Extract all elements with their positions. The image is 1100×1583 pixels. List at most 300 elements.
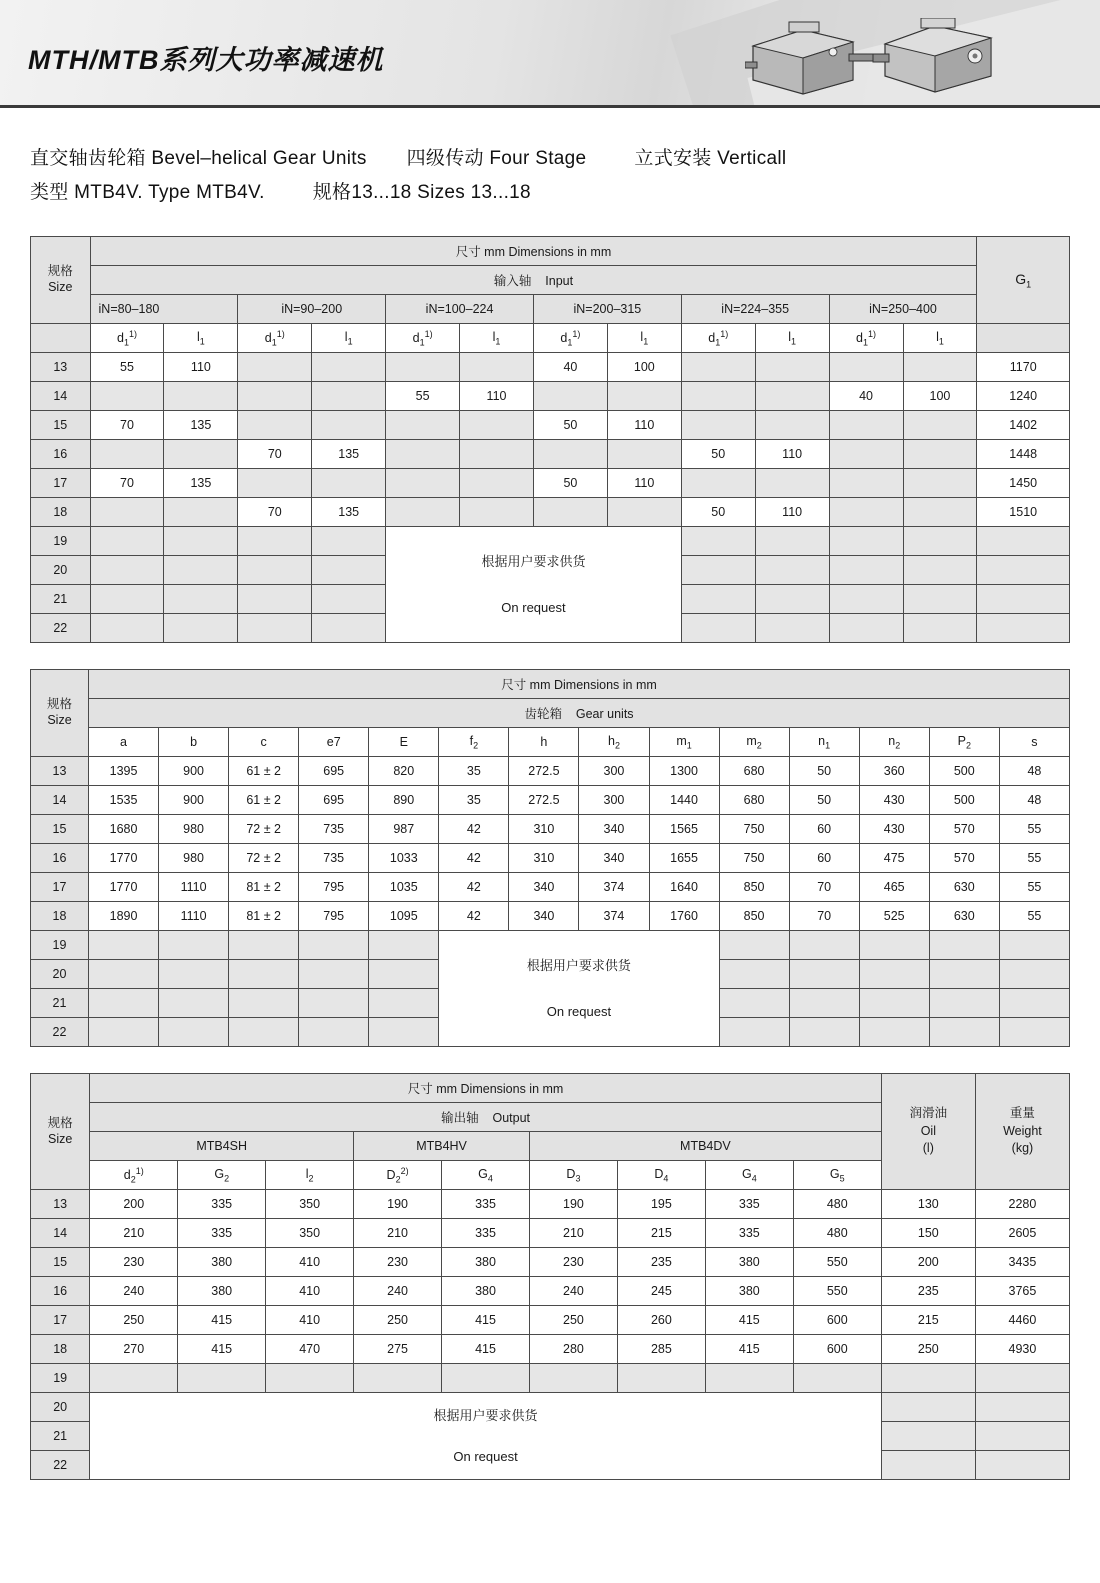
- col-h2: $h_2$: [579, 728, 649, 757]
- cell-oil: 215: [881, 1306, 975, 1335]
- cell: [299, 931, 369, 960]
- subtitle-line-2: [30, 176, 1100, 210]
- table-output-wrap: [30, 1073, 1070, 1480]
- cell-oil: 200: [881, 1248, 975, 1277]
- cell: 415: [442, 1306, 530, 1335]
- cell: [975, 1422, 1069, 1451]
- cell: [681, 469, 755, 498]
- cell: [164, 614, 238, 643]
- cell: 240: [90, 1277, 178, 1306]
- size-header: 规格 Size: [31, 1074, 90, 1190]
- col-d2: $d_2^{1)}$: [90, 1161, 178, 1190]
- row-size: 20: [31, 1393, 90, 1422]
- cell: [607, 440, 681, 469]
- table-row: [31, 353, 1070, 382]
- cell: 480: [793, 1190, 881, 1219]
- cell: 110: [164, 353, 238, 382]
- cell: 1655: [649, 844, 719, 873]
- cell: 230: [529, 1248, 617, 1277]
- cell: 280: [529, 1335, 617, 1364]
- table-gearunits-wrap: [30, 669, 1070, 1047]
- cell: 70: [238, 440, 312, 469]
- cell: 310: [509, 815, 579, 844]
- row-size: 16: [31, 844, 89, 873]
- on-request-note: 根据用户要求供货 On request: [90, 1393, 882, 1480]
- cell: [755, 585, 829, 614]
- dimensions-header: 尺寸 mm Dimensions in mm: [90, 1074, 882, 1103]
- cell: 1535: [89, 786, 159, 815]
- cell: 250: [529, 1306, 617, 1335]
- cell: [999, 989, 1069, 1018]
- cell: 50: [681, 498, 755, 527]
- cell: [681, 527, 755, 556]
- cell: 900: [159, 757, 229, 786]
- cell: 1770: [89, 873, 159, 902]
- cell: 695: [299, 786, 369, 815]
- cell: [354, 1364, 442, 1393]
- cell: [705, 1364, 793, 1393]
- cell: [159, 931, 229, 960]
- cell: 300: [579, 757, 649, 786]
- on-request-note: 根据用户要求供货 On request: [439, 931, 719, 1047]
- table-row: [31, 873, 1070, 902]
- cell: 100: [607, 353, 681, 382]
- cell: 410: [266, 1277, 354, 1306]
- cell: [90, 527, 164, 556]
- input-group-header: 输入轴 Input: [90, 266, 977, 295]
- col-l1-2: $l_1$: [460, 324, 534, 353]
- cell: [164, 440, 238, 469]
- cell: 1033: [369, 844, 439, 873]
- cell: 1770: [89, 844, 159, 873]
- variant-mtb4dv: MTB4DV: [529, 1132, 881, 1161]
- cell: 55: [999, 873, 1069, 902]
- cell: [719, 931, 789, 960]
- cell: [386, 440, 460, 469]
- table-row: [31, 786, 1070, 815]
- output-group-header: 输出轴 Output: [90, 1103, 882, 1132]
- cell: [90, 585, 164, 614]
- cell: [859, 931, 929, 960]
- subtitle-type: 类型 MTB4V. Type MTB4V.: [30, 182, 265, 203]
- cell: 275: [354, 1335, 442, 1364]
- row-size: 22: [31, 1451, 90, 1480]
- cell: [829, 585, 903, 614]
- col-P2: $P_2$: [929, 728, 999, 757]
- cell: 48: [999, 757, 1069, 786]
- gearbox-illustration: [745, 18, 1005, 102]
- table-row: [31, 1277, 1070, 1306]
- row-size: 18: [31, 1335, 90, 1364]
- cell: [829, 498, 903, 527]
- ratio-header-0: iN=80–180: [90, 295, 238, 324]
- cell: [755, 556, 829, 585]
- row-size: 14: [31, 382, 91, 411]
- cell: 1095: [369, 902, 439, 931]
- cell: 380: [178, 1277, 266, 1306]
- table-gear-units: [30, 669, 1070, 1047]
- cell: 1565: [649, 815, 719, 844]
- cell: 980: [159, 844, 229, 873]
- cell: [229, 989, 299, 1018]
- cell: [789, 1018, 859, 1047]
- cell: [90, 382, 164, 411]
- cell-weight: 3435: [975, 1248, 1069, 1277]
- cell: [793, 1364, 881, 1393]
- subtitle-sizes: 规格13...18 Sizes 13...18: [312, 182, 531, 203]
- cell: 850: [719, 902, 789, 931]
- subtitle-stage: 四级传动 Four Stage: [406, 148, 587, 169]
- cell: [829, 614, 903, 643]
- cell-oil: 235: [881, 1277, 975, 1306]
- cell: [829, 469, 903, 498]
- ratio-header-4: iN=224–355: [681, 295, 829, 324]
- col-m2: $m_2$: [719, 728, 789, 757]
- table-row: [31, 699, 1070, 728]
- cell: [229, 1018, 299, 1047]
- cell: 230: [90, 1248, 178, 1277]
- cell: 230: [354, 1248, 442, 1277]
- col-G2: $G_2$: [178, 1161, 266, 1190]
- col-s: s: [999, 728, 1069, 757]
- table-row: [31, 1074, 1070, 1103]
- cell: 335: [178, 1190, 266, 1219]
- cell: [929, 989, 999, 1018]
- row-size: 21: [31, 585, 91, 614]
- cell: 500: [929, 757, 999, 786]
- table-row: [31, 1190, 1070, 1219]
- cell: [755, 469, 829, 498]
- cell: [164, 527, 238, 556]
- cell: 987: [369, 815, 439, 844]
- cell: [164, 382, 238, 411]
- row-size: 18: [31, 498, 91, 527]
- cell-weight: 2280: [975, 1190, 1069, 1219]
- col-d1-3: $d_1^{1)}$: [533, 324, 607, 353]
- oil-header: 润滑油 Oil (l): [881, 1074, 975, 1190]
- cell: [977, 585, 1070, 614]
- cell: 42: [439, 844, 509, 873]
- row-size: 13: [31, 757, 89, 786]
- row-size: 15: [31, 411, 91, 440]
- cell: 310: [509, 844, 579, 873]
- cell: 900: [159, 786, 229, 815]
- cell: 50: [789, 786, 859, 815]
- col-n1: $n_1$: [789, 728, 859, 757]
- cell: 100: [903, 382, 977, 411]
- col-G4-dv: $G_4$: [705, 1161, 793, 1190]
- cell: [903, 353, 977, 382]
- cell: 200: [90, 1190, 178, 1219]
- cell-weight: 4930: [975, 1335, 1069, 1364]
- cell: 795: [299, 873, 369, 902]
- cell: 340: [579, 815, 649, 844]
- cell: 110: [607, 411, 681, 440]
- cell: 980: [159, 815, 229, 844]
- cell: [975, 1451, 1069, 1480]
- cell: [369, 989, 439, 1018]
- cell: 350: [266, 1190, 354, 1219]
- size-header: 规格 Size: [31, 670, 89, 757]
- cell: [238, 527, 312, 556]
- cell: [460, 353, 534, 382]
- cell: 50: [789, 757, 859, 786]
- row-size: 19: [31, 527, 91, 556]
- cell: 35: [439, 757, 509, 786]
- cell-g1: 1510: [977, 498, 1070, 527]
- cell: [975, 1393, 1069, 1422]
- col-G4-hv: $G_4$: [442, 1161, 530, 1190]
- cell: 380: [442, 1248, 530, 1277]
- cell: [881, 1364, 975, 1393]
- cell: [312, 527, 386, 556]
- table-row: [31, 411, 1070, 440]
- col-l1-3: $l_1$: [607, 324, 681, 353]
- cell: 380: [705, 1277, 793, 1306]
- col-d1-1: $d_1^{1)}$: [238, 324, 312, 353]
- cell: 72 ± 2: [229, 844, 299, 873]
- cell: [859, 960, 929, 989]
- row-size: 17: [31, 469, 91, 498]
- g1-subheader: [977, 324, 1070, 353]
- cell: 50: [533, 469, 607, 498]
- cell: 550: [793, 1248, 881, 1277]
- ratio-header-2: iN=100–224: [386, 295, 534, 324]
- ratio-header-5: iN=250–400: [829, 295, 977, 324]
- cell: 1110: [159, 873, 229, 902]
- row-size: 22: [31, 614, 91, 643]
- table-row: [31, 498, 1070, 527]
- cell-g1: 1402: [977, 411, 1070, 440]
- on-request-note: 根据用户要求供货 On request: [386, 527, 682, 643]
- cell: [533, 498, 607, 527]
- cell: [299, 989, 369, 1018]
- row-size: 17: [31, 1306, 90, 1335]
- cell: 110: [755, 498, 829, 527]
- cell: 190: [354, 1190, 442, 1219]
- cell: [755, 382, 829, 411]
- cell: 750: [719, 844, 789, 873]
- row-size: 14: [31, 1219, 90, 1248]
- cell: 61 ± 2: [229, 757, 299, 786]
- cell: 50: [681, 440, 755, 469]
- col-E: E: [369, 728, 439, 757]
- cell: 250: [354, 1306, 442, 1335]
- cell: 415: [178, 1335, 266, 1364]
- table-row: [31, 469, 1070, 498]
- cell: [238, 469, 312, 498]
- cell: 430: [859, 815, 929, 844]
- cell: [881, 1451, 975, 1480]
- cell: [299, 960, 369, 989]
- cell: 680: [719, 786, 789, 815]
- cell-g1: 1170: [977, 353, 1070, 382]
- cell: [789, 931, 859, 960]
- cell: 110: [607, 469, 681, 498]
- cell: 42: [439, 815, 509, 844]
- cell: [829, 527, 903, 556]
- cell: 245: [617, 1277, 705, 1306]
- cell: 285: [617, 1335, 705, 1364]
- table-row: [31, 757, 1070, 786]
- variant-mtb4hv: MTB4HV: [354, 1132, 530, 1161]
- cell: [755, 527, 829, 556]
- cell: [681, 353, 755, 382]
- cell: 210: [90, 1219, 178, 1248]
- cell: 500: [929, 786, 999, 815]
- cell: [89, 931, 159, 960]
- cell: 272.5: [509, 786, 579, 815]
- size-subheader: [31, 324, 91, 353]
- cell: 70: [90, 469, 164, 498]
- cell: [460, 498, 534, 527]
- cell: 135: [312, 440, 386, 469]
- cell: [999, 1018, 1069, 1047]
- cell: 695: [299, 757, 369, 786]
- cell: [607, 498, 681, 527]
- cell: [460, 411, 534, 440]
- cell: [977, 614, 1070, 643]
- cell: [164, 498, 238, 527]
- cell: 70: [238, 498, 312, 527]
- cell: 110: [460, 382, 534, 411]
- cell: [977, 527, 1070, 556]
- cell: [90, 1364, 178, 1393]
- col-D2: $D_2^{2)}$: [354, 1161, 442, 1190]
- cell: 260: [617, 1306, 705, 1335]
- col-G5: $G_5$: [793, 1161, 881, 1190]
- col-f2: $f_2$: [439, 728, 509, 757]
- row-size: 15: [31, 815, 89, 844]
- cell: 374: [579, 873, 649, 902]
- cell: [755, 614, 829, 643]
- cell: 60: [789, 844, 859, 873]
- cell: [681, 382, 755, 411]
- cell: [159, 1018, 229, 1047]
- col-h: h: [509, 728, 579, 757]
- cell: 1440: [649, 786, 719, 815]
- col-l1-1: $l_1$: [312, 324, 386, 353]
- table-row: [31, 1393, 1070, 1422]
- size-header: 规格 Size: [31, 237, 91, 324]
- cell: 235: [617, 1248, 705, 1277]
- cell: 270: [90, 1335, 178, 1364]
- cell: 1680: [89, 815, 159, 844]
- cell: [681, 585, 755, 614]
- cell: [369, 1018, 439, 1047]
- cell: [903, 527, 977, 556]
- cell: [929, 1018, 999, 1047]
- cell: 735: [299, 815, 369, 844]
- cell: [719, 989, 789, 1018]
- cell: [386, 498, 460, 527]
- gearunits-group-header: 齿轮箱 Gear units: [89, 699, 1070, 728]
- cell: [903, 614, 977, 643]
- cell: [312, 614, 386, 643]
- cell: 480: [793, 1219, 881, 1248]
- cell: [312, 585, 386, 614]
- cell: [529, 1364, 617, 1393]
- row-size: 21: [31, 989, 89, 1018]
- cell-weight: 3765: [975, 1277, 1069, 1306]
- cell: 415: [705, 1306, 793, 1335]
- subtitle-line-1: [30, 142, 1100, 176]
- subtitle-block: [30, 142, 1100, 210]
- cell: [533, 440, 607, 469]
- cell: 475: [859, 844, 929, 873]
- cell: 850: [719, 873, 789, 902]
- cell: 81 ± 2: [229, 873, 299, 902]
- cell: [442, 1364, 530, 1393]
- cell: [977, 556, 1070, 585]
- cell: 250: [90, 1306, 178, 1335]
- cell: [681, 411, 755, 440]
- dimensions-header: 尺寸 mm Dimensions in mm: [90, 237, 977, 266]
- cell: 600: [793, 1335, 881, 1364]
- ratio-header-3: iN=200–315: [533, 295, 681, 324]
- cell: 380: [178, 1248, 266, 1277]
- cell: 50: [533, 411, 607, 440]
- cell: 135: [164, 411, 238, 440]
- cell: 340: [579, 844, 649, 873]
- col-l2: $l_2$: [266, 1161, 354, 1190]
- cell: [859, 1018, 929, 1047]
- cell: 630: [929, 873, 999, 902]
- cell: [929, 960, 999, 989]
- cell: 820: [369, 757, 439, 786]
- cell: [460, 440, 534, 469]
- cell: 35: [439, 786, 509, 815]
- row-size: 18: [31, 902, 89, 931]
- cell: 135: [312, 498, 386, 527]
- row-size: 16: [31, 440, 91, 469]
- cell: [929, 931, 999, 960]
- cell: 210: [354, 1219, 442, 1248]
- cell: [903, 585, 977, 614]
- cell: [859, 989, 929, 1018]
- cell-g1: 1448: [977, 440, 1070, 469]
- cell: 360: [859, 757, 929, 786]
- cell: 1890: [89, 902, 159, 931]
- cell: [999, 931, 1069, 960]
- cell: [266, 1364, 354, 1393]
- cell: 335: [705, 1219, 793, 1248]
- cell: [229, 931, 299, 960]
- cell: 380: [442, 1277, 530, 1306]
- cell: [975, 1364, 1069, 1393]
- cell: [312, 469, 386, 498]
- cell-g1: 1240: [977, 382, 1070, 411]
- row-size: 15: [31, 1248, 90, 1277]
- col-d1-4: $d_1^{1)}$: [681, 324, 755, 353]
- table-row: [31, 324, 1070, 353]
- col-m1: $m_1$: [649, 728, 719, 757]
- cell: 195: [617, 1190, 705, 1219]
- col-D4: $D_4$: [617, 1161, 705, 1190]
- cell: 55: [999, 902, 1069, 931]
- cell: 350: [266, 1219, 354, 1248]
- cell: 42: [439, 902, 509, 931]
- cell: 40: [533, 353, 607, 382]
- col-b: b: [159, 728, 229, 757]
- cell: [617, 1364, 705, 1393]
- weight-header: 重量 Weight (kg): [975, 1074, 1069, 1190]
- cell: 750: [719, 815, 789, 844]
- cell: 70: [90, 411, 164, 440]
- cell: 40: [829, 382, 903, 411]
- cell: [903, 411, 977, 440]
- cell: [829, 353, 903, 382]
